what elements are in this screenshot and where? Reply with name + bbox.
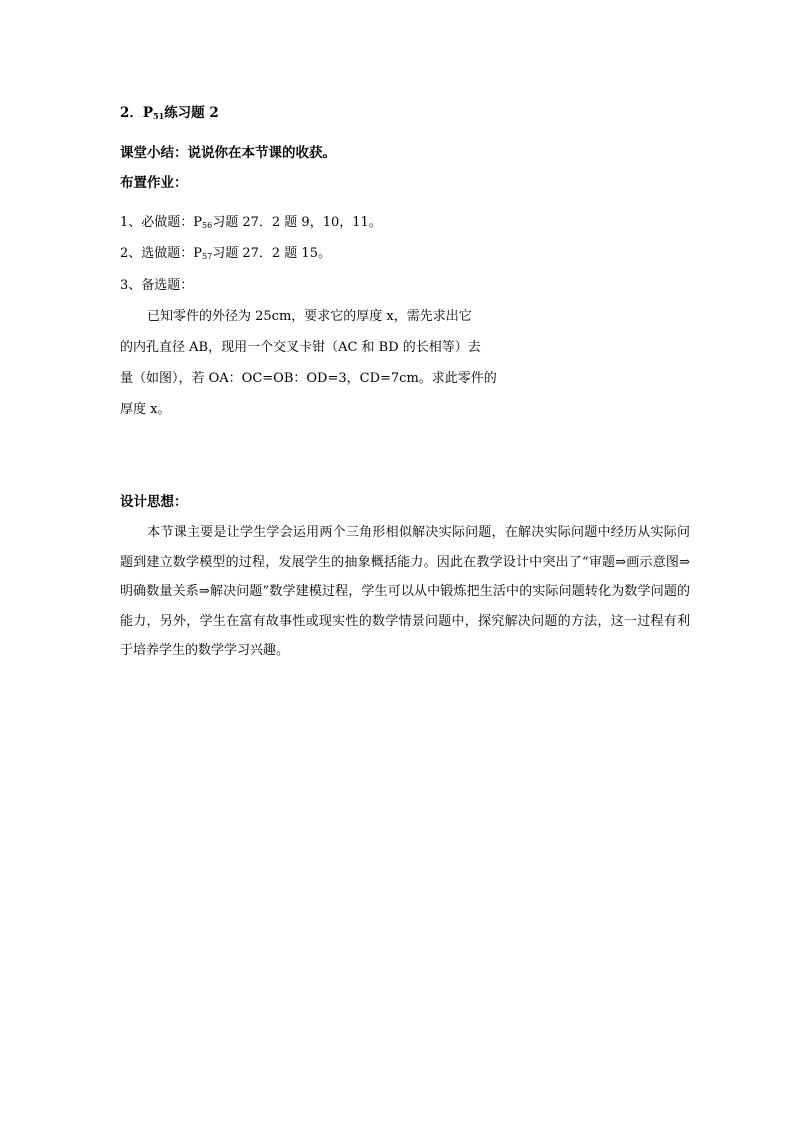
design-body: 本节课主要是让学生学会运用两个三角形相似解决实际问题，在解决实际问题中经历从实际问题到建立数学模型的过程，发展学生的抽象概括能力。因此在教学设计中突出了“审题⇒画示意图⇒明确数量关系⇒解决问题”数学建模过程，学生可以从中锻炼把生活中的实际问题转化为数学问题的能力，另外，学生在富有故事性或现实性的数学情景问题中，探究解决问题的方法，这一过程有利于培养学生的数学学习兴趣。 <box>120 525 690 658</box>
item2-suffix: 习题 27．2 题 15。 <box>212 246 331 261</box>
problem-line-1: 已知零件的外径为 25cm，要求它的厚度 x，需先求出它 <box>147 309 472 324</box>
homework-item-required <box>120 215 382 231</box>
homework-item-alternate: 3、备选题： <box>120 278 194 293</box>
homework-item-optional <box>120 246 331 262</box>
problem-line-2: 的内孔直径 AB，现用一个交叉卡钳（AC 和 BD 的长相等）去 <box>120 340 481 355</box>
class-summary: 课堂小结：说说你在本节课的收获。 <box>120 145 336 161</box>
item1-page-sub: 56 <box>202 221 213 230</box>
exercise-suffix: 练习题 2 <box>164 105 219 121</box>
homework-heading: 布置作业： <box>120 175 188 191</box>
item1-suffix: 习题 27．2 题 9，10，11。 <box>212 215 382 230</box>
exercise-reference <box>120 105 219 121</box>
item1-prefix: 1、必做题：P <box>120 215 203 230</box>
item2-prefix: 2、选做题：P <box>120 246 203 261</box>
design-heading: 设计思想： <box>120 494 188 510</box>
exercise-page-sub: 51 <box>153 111 165 121</box>
item2-page-sub: 57 <box>202 252 213 261</box>
problem-line-4: 厚度 x。 <box>120 402 171 417</box>
design-paragraph <box>120 518 690 666</box>
exercise-prefix: 2．P <box>120 105 154 121</box>
problem-line-3: 量（如图），若 OA：OC=OB：OD=3，CD=7cm。求此零件的 <box>120 371 497 386</box>
